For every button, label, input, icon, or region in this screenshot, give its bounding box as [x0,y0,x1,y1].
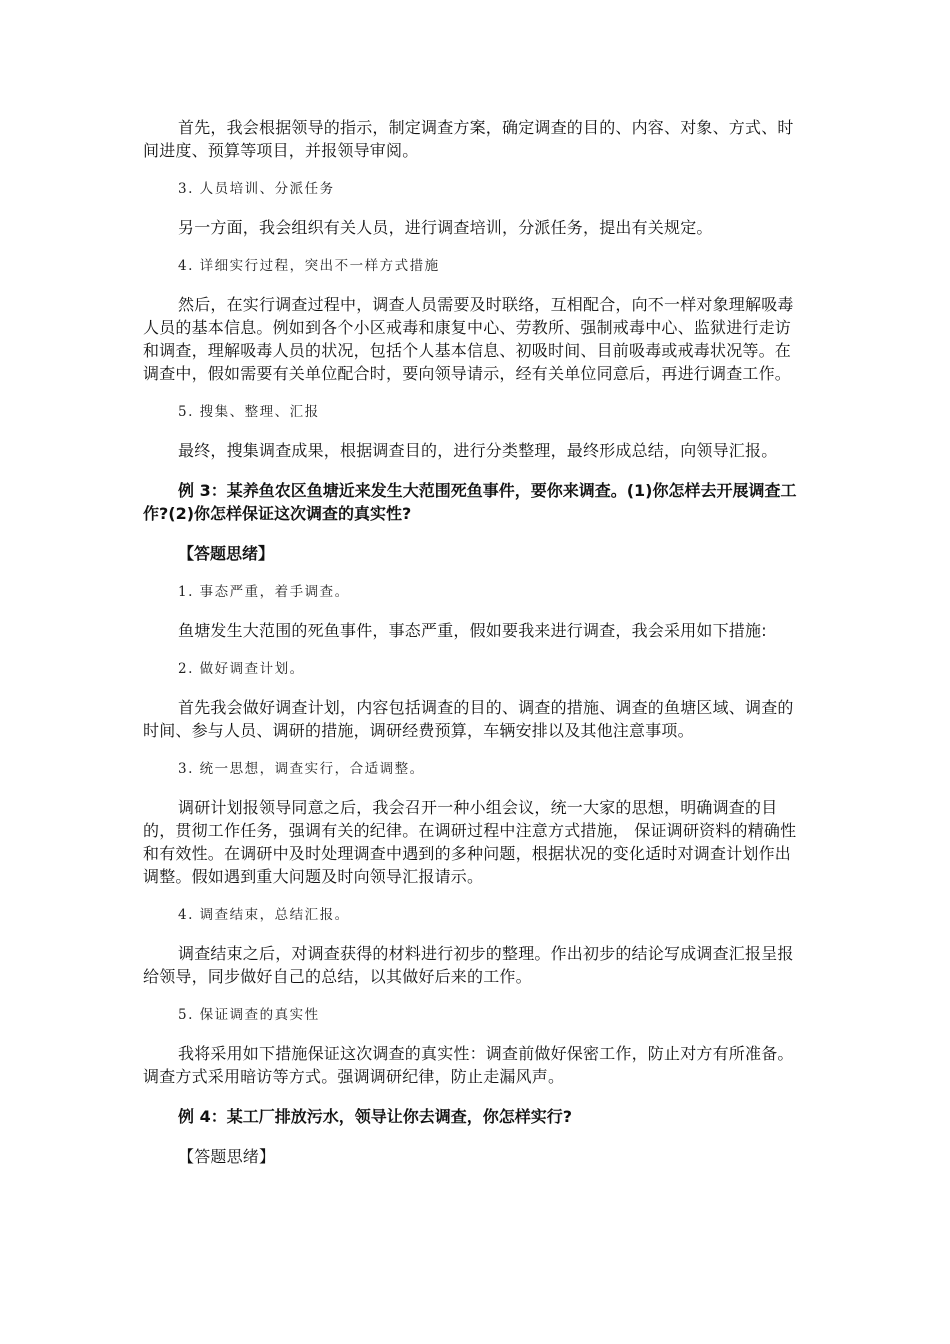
paragraph: 调研计划报领导同意之后，我会召开一种小组会议，统一大家的思想，明确调查的目的，贯彻工作任务，强调有关的纪律。在调研过程中注意方式措施， 保证调研资料的精确性和有效性。在调研中及时处理调查中遇到的多种问题，根据状况的变化适时对调查计划作出调整。假如遇到重大问题及时向领导汇报请示。 [143,798,797,886]
example-heading: 例 4：某工厂排放污水，领导让你去调查，你怎样实行? [178,1107,572,1126]
paragraph: 首先，我会根据领导的指示，制定调查方案，确定调查的目的、内容、对象、方式、时间进度、预算等项目，并报领导审阅。 [143,118,794,160]
paragraph: 我将采用如下措施保证这次调查的真实性：调查前做好保密工作，防止对方有所准备。调查方式采用暗访等方式。强调调研纪律，防止走漏风声。 [143,1044,794,1086]
list-item: 3. 统一思想，调查实行，合适调整。 [178,761,425,777]
answer-idea-label: 【答题思绪】 [178,1147,276,1166]
list-item: 1. 事态严重，着手调查。 [178,584,350,600]
list-item: 5. 保证调查的真实性 [178,1007,320,1023]
paragraph: 鱼塘发生大范围的死鱼事件，事态严重，假如要我来进行调查，我会采用如下措施: [178,621,767,640]
paragraph: 然后，在实行调查过程中，调查人员需要及时联络，互相配合，向不一样对象理解吸毒人员的基本信息。例如到各个小区戒毒和康复中心、劳教所、强制戒毒中心、监狱进行走访和调查，理解吸毒人员的状况，包括个人基本信息、初吸时间、目前吸毒或戒毒状况等。在调查中，假如需要有关单位配合时，要向领导请示，经有关单位同意后，再进行调查工作。 [143,295,794,383]
list-item: 2. 做好调查计划。 [178,661,305,677]
list-item: 4. 详细实行过程，突出不一样方式措施 [178,258,440,274]
paragraph: 另一方面，我会组织有关人员，进行调查培训，分派任务，提出有关规定。 [178,218,713,237]
paragraph: 最终，搜集调查成果，根据调查目的，进行分类整理，最终形成总结，向领导汇报。 [178,441,778,460]
paragraph: 调查结束之后，对调查获得的材料进行初步的整理。作出初步的结论写成调查汇报呈报给领导，同步做好自己的总结，以其做好后来的工作。 [143,944,794,986]
example-heading: 例 3：某养鱼农区鱼塘近来发生大范围死鱼事件，要你来调查。(1)你怎样去开展调查工作?(2)你怎样保证这次调查的真实性? [143,481,797,523]
document-body [143,116,807,1185]
list-item: 5. 搜集、整理、汇报 [178,404,320,420]
list-item: 3. 人员培训、分派任务 [178,181,335,197]
list-item: 4. 调查结束，总结汇报。 [178,907,350,923]
paragraph: 首先我会做好调查计划，内容包括调查的目的、调查的措施、调查的鱼塘区域、调查的时间、参与人员、调研的措施，调研经费预算，车辆安排以及其他注意事项。 [143,698,794,740]
answer-idea-heading: 【答题思绪】 [178,544,275,563]
